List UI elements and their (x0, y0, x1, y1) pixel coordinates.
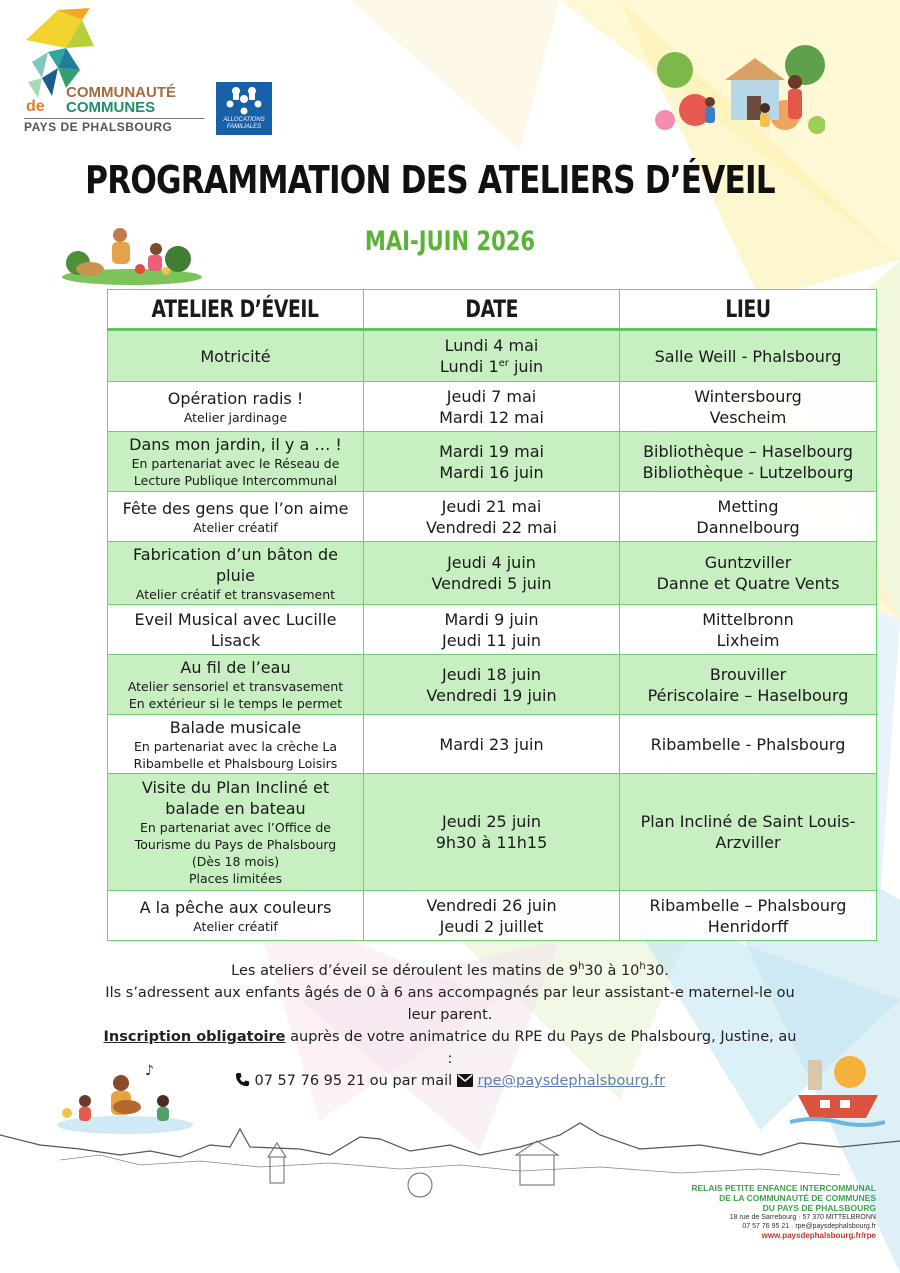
caf-label: ALLOCATIONS FAMILIALES (223, 117, 265, 130)
date-cell: Jeudi 18 juin Vendredi 19 juin (364, 655, 620, 715)
phone-number[interactable]: 07 57 76 95 21 (254, 1073, 366, 1089)
atelier-cell: Balade musicale En partenariat avec la crèche La Ribambelle et Phalsbourg Loisirs (108, 715, 364, 774)
caf-logo (216, 82, 272, 135)
date-cell: Vendredi 26 juin Jeudi 2 juillet (364, 891, 620, 941)
table-row (108, 715, 877, 774)
logo-prefix: de (26, 98, 45, 115)
boat-illustration (790, 1040, 885, 1135)
table-row (108, 605, 877, 655)
logo-pays: PAYS DE PHALSBOURG (24, 120, 173, 134)
table-row (108, 542, 877, 605)
date-with-superscript: Lundi 1er juin (439, 357, 544, 376)
table-row (108, 432, 877, 492)
family-garden-illustration (655, 40, 825, 138)
footer-line2: DE LA COMMUNAUTÉ DE COMMUNES (719, 1193, 876, 1203)
atelier-cell: Au fil de l’eau Atelier sensoriel et transvasement En extérieur si le temps le permet (108, 655, 364, 715)
footer-website[interactable]: www.paysdephalsbourg.fr/rpe (761, 1231, 876, 1240)
date-cell: Mardi 9 juin Jeudi 11 juin (364, 605, 620, 655)
atelier-cell: Dans mon jardin, il y a … ! En partenariat avec le Réseau de Lecture Publique Intercommunal (108, 432, 364, 492)
info-block (100, 960, 800, 1092)
inscription-line: Inscription obligatoire auprès de votre animatrice du RPE du Pays de Phalsbourg, Justine, au : (103, 1029, 797, 1067)
logo-communes: COMMUNES (66, 99, 156, 116)
envelope-icon (457, 1074, 473, 1087)
phone-icon (235, 1072, 250, 1087)
audience-line: Ils s’adressent aux enfants âgés de 0 à 6 ans accompagnés par leur assistant-e maternel-le ou (105, 985, 795, 1001)
atelier-cell: Opération radis ! Atelier jardinage (108, 382, 364, 432)
footer-address: 18 rue de Sarrebourg · 57 370 MITTELBRONN (729, 1214, 876, 1221)
lieu-cell: Plan Incliné de Saint Louis- Arzviller (620, 774, 877, 891)
period-subtitle: MAI-JUIN 2026 (364, 226, 536, 257)
atelier-cell: A la pêche aux couleurs Atelier créatif (108, 891, 364, 941)
date-cell: Mardi 23 juin (364, 715, 620, 774)
programme-table (107, 289, 877, 941)
lieu-cell: Brouviller Périscolaire – Haselbourg (620, 655, 877, 715)
footer-contact: 07 57 76 95 21 · rpe@paysdephalsbourg.fr (742, 1223, 876, 1230)
schedule-line: Les ateliers d’éveil se déroulent les matins de 9$^h$30 à 10$^h$30. (231, 961, 669, 979)
atelier-cell: Eveil Musical avec Lucille Lisack (108, 605, 364, 655)
date-cell: Jeudi 21 mai Vendredi 22 mai (364, 492, 620, 542)
lieu-cell: Mittelbronn Lixheim (620, 605, 877, 655)
table-row (108, 382, 877, 432)
date-cell: Jeudi 4 juin Vendredi 5 juin (364, 542, 620, 605)
email-link[interactable]: rpe@paysdephalsbourg.fr (477, 1073, 666, 1089)
atelier-cell: Fabrication d’un bâton de pluie Atelier créatif et transvasement (108, 542, 364, 605)
table-row (108, 774, 877, 891)
logo-communaute: COMMUNAUTÉ (66, 84, 176, 101)
lieu-cell: Guntzviller Danne et Quatre Vents (620, 542, 877, 605)
lieu-cell: Ribambelle – Phalsbourg Henridorff (620, 891, 877, 941)
column-header-lieu: LIEU (620, 290, 877, 330)
footer-rpe (576, 1183, 876, 1241)
date-cell: Lundi 4 mai Lundi 1er juin (364, 330, 620, 382)
inscription-label: Inscription obligatoire (103, 1029, 286, 1045)
column-header-atelier: ATELIER D’ÉVEIL (108, 290, 364, 330)
lieu-cell: Salle Weill - Phalsbourg (620, 330, 877, 382)
table-row (108, 330, 877, 382)
footer-line3: DU PAYS DE PHALSBOURG (762, 1203, 876, 1213)
date-cell: Jeudi 7 mai Mardi 12 mai (364, 382, 620, 432)
date-cell: Mardi 19 mai Mardi 16 juin (364, 432, 620, 492)
ccpp-logo (18, 6, 208, 138)
svg-text:♪: ♪ (145, 1063, 154, 1079)
table-row (108, 655, 877, 715)
lieu-cell: Bibliothèque – Haselbourg Bibliothèque - Lutzelbourg (620, 432, 877, 492)
atelier-cell: Visite du Plan Incliné et balade en bateau En partenariat avec l’Office de Tourisme du Pays de Phalsbourg (Dès 18 mois) Places limitées (108, 774, 364, 891)
page-title: PROGRAMMATION DES ATELIERS D’ÉVEIL (85, 158, 775, 202)
table-header-row (108, 290, 877, 330)
audience-line-end: leur parent. (407, 1007, 493, 1023)
caf-figures-icon (216, 82, 272, 118)
date-cell: Jeudi 25 juin 9h30 à 11h15 (364, 774, 620, 891)
footer-line1: RELAIS PETITE ENFANCE INTERCOMMUNAL (691, 1183, 876, 1193)
lieu-cell: Wintersbourg Vescheim (620, 382, 877, 432)
table-row (108, 492, 877, 542)
column-header-date: DATE (364, 290, 620, 330)
table-row (108, 891, 877, 941)
atelier-cell: Motricité (108, 330, 364, 382)
atelier-cell: Fête des gens que l’on aime Atelier créatif (108, 492, 364, 542)
lieu-cell: Ribambelle - Phalsbourg (620, 715, 877, 774)
contact-line: 07 57 76 95 21 ou par mail rpe@paysdephalsbourg.fr (100, 1070, 800, 1092)
lieu-cell: Metting Dannelbourg (620, 492, 877, 542)
